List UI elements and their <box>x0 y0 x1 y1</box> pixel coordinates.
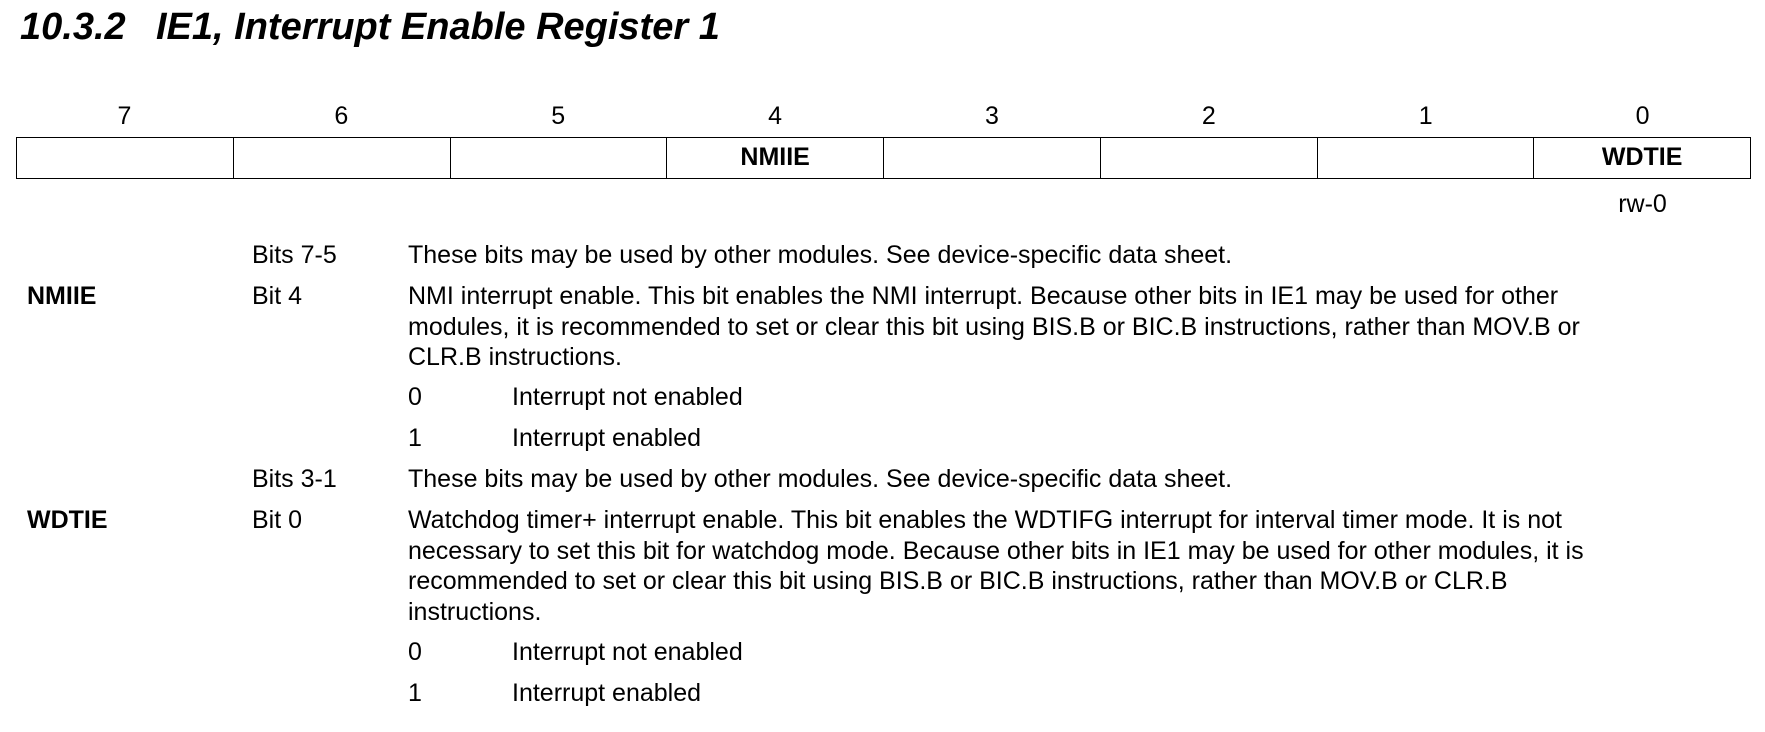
register-cell-bit1 <box>1318 138 1535 178</box>
register-diagram <box>16 137 1751 179</box>
description-text: These bits may be used by other modules. See device-specific data sheet. <box>408 465 1233 493</box>
bit-number: 1 <box>1418 102 1433 130</box>
bit-number: 4 <box>768 102 783 130</box>
bit-number: 3 <box>984 102 999 130</box>
register-cell-bit7 <box>17 138 234 178</box>
bits-label: Bits 3-1 <box>252 465 337 493</box>
section-title: IE1, Interrupt Enable Register 1 <box>156 6 720 48</box>
value-code: 0 <box>408 383 422 411</box>
description-text-line: NMI interrupt enable. This bit enables the NMI interrupt. Because other bits in IE1 may be used for other <box>408 282 1559 310</box>
bit-number: 2 <box>1201 102 1216 130</box>
bit-number: 5 <box>551 102 566 130</box>
value-meaning: Interrupt enabled <box>512 679 702 707</box>
bit-number-row <box>16 100 1751 132</box>
field-name: NMIIE <box>27 282 97 310</box>
description-text-line: CLR.B instructions. <box>408 343 622 371</box>
register-cell-bit3 <box>884 138 1101 178</box>
description-text-line: recommended to set or clear this bit using BIS.B or BIC.B instructions, rather than MOV.B or CLR.B <box>408 567 1508 595</box>
field-name: WDTIE <box>27 506 108 534</box>
register-cell-bit5 <box>451 138 668 178</box>
description-text-line: necessary to set this bit for watchdog mode. Because other bits in IE1 may be used for other modules, it is <box>408 537 1584 565</box>
value-meaning: Interrupt not enabled <box>512 638 743 666</box>
bit-number: 7 <box>117 102 132 130</box>
value-code: 1 <box>408 679 422 707</box>
bit-number: 6 <box>334 102 349 130</box>
description-text: These bits may be used by other modules. See device-specific data sheet. <box>408 241 1233 269</box>
register-cell-bit4: NMIIE <box>667 138 884 178</box>
description-text-line: modules, it is recommended to set or clear this bit using BIS.B or BIC.B instructions, rather than MOV.B or <box>408 313 1580 341</box>
section-number: 10.3.2 <box>20 6 126 48</box>
description-text-line: instructions. <box>408 598 542 626</box>
value-meaning: Interrupt not enabled <box>512 383 743 411</box>
bits-label: Bit 4 <box>252 282 303 310</box>
register-cell-bit0: WDTIE <box>1601 143 1683 171</box>
value-code: 1 <box>408 424 422 452</box>
access-type: rw-0 <box>1618 190 1667 218</box>
section-heading <box>20 2 720 52</box>
register-cell-bit6 <box>234 138 451 178</box>
bits-label: Bits 7-5 <box>252 241 337 269</box>
description-text-line: Watchdog timer+ interrupt enable. This bit enables the WDTIFG interrupt for interval timer mode. It is not <box>408 506 1562 534</box>
bit-number: 0 <box>1635 102 1650 130</box>
value-meaning: Interrupt enabled <box>512 424 702 452</box>
value-code: 0 <box>408 638 422 666</box>
register-cell-bit2 <box>1101 138 1318 178</box>
bits-label: Bit 0 <box>252 506 303 534</box>
